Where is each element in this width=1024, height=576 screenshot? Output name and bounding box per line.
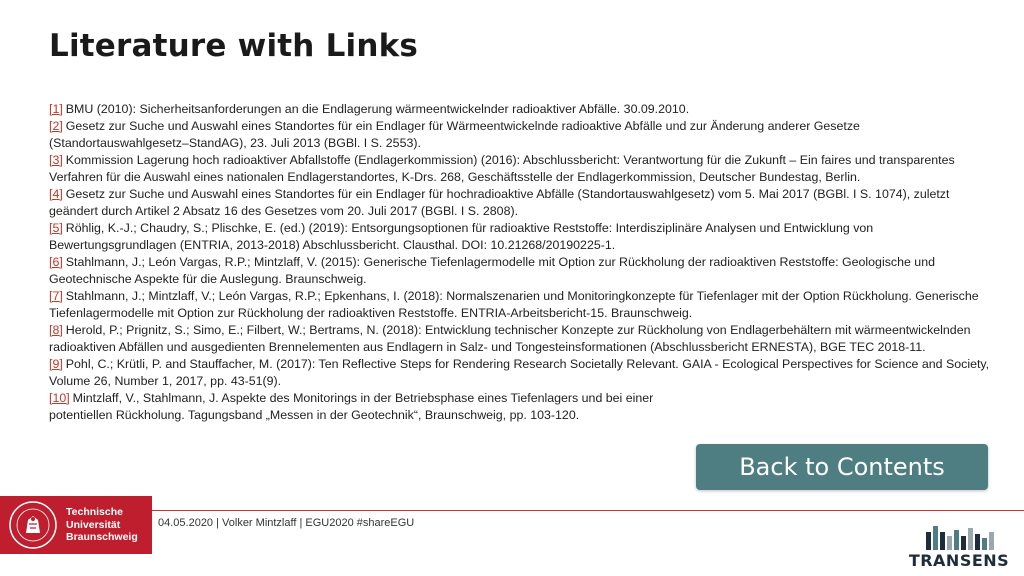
tu-logo-line-1: Technische (66, 506, 123, 519)
reference-item-10 (49, 390, 689, 424)
reference-link-5[interactable]: [5] (49, 221, 63, 235)
reference-link-10[interactable]: [10] (49, 391, 70, 405)
reference-text-7: Stahlmann, J.; Mintzlaff, V.; León Vargas, R.P.; Epkenhans, I. (2018): Normalszenarien und Monitoringkonzepte für Tiefenlager mit der Option Rückholung. Generische Tiefenlagermodelle mit Option zur Rückholung der radioaktiven Reststoffe. ENTRIA-Arbeitsbericht-15. Braunschweig. (49, 289, 979, 320)
reference-item-4 (49, 186, 999, 220)
reference-item-6 (49, 254, 999, 288)
page-title: Literature with Links (49, 28, 419, 64)
tu-logo-text (66, 506, 138, 544)
footer-divider (152, 510, 1024, 511)
reference-link-4[interactable]: [4] (49, 187, 63, 201)
reference-item-1 (49, 101, 999, 118)
tu-braunschweig-logo (0, 496, 152, 554)
reference-link-8[interactable]: [8] (49, 323, 63, 337)
reference-link-3[interactable]: [3] (49, 153, 63, 167)
reference-link-1[interactable]: [1] (49, 102, 63, 116)
reference-list (49, 101, 999, 424)
reference-text-8: Herold, P.; Prignitz, S.; Simo, E.; Filbert, W.; Bertrams, N. (2018): Entwicklung technischer Konzepte zur Rückholung von Endlagerbehältern mit wärmeentwickelnden radioaktiven Abfällen und ausgedienten Brennelementen aus Endlagern in Salz- und Tongesteinsformationen (Abschlussbericht ERNESTA), BGE TEC 2018-11. (49, 323, 971, 354)
reference-item-9 (49, 356, 999, 390)
reference-item-3 (49, 152, 999, 186)
reference-text-10: Mintzlaff, V., Stahlmann, J. Aspekte des Monitorings in der Betriebsphase eines Tiefenlagers und bei einer potentiellen Rückholung. Tagungsband „Messen in der Geotechnik“, Braunschweig, pp. 103-120. (49, 391, 654, 422)
transens-wordmark: TRANSENS (908, 551, 1010, 570)
reference-item-7 (49, 288, 999, 322)
reference-text-3: Kommission Lagerung hoch radioaktiver Abfallstoffe (Endlagerkommission) (2016): Abschlussbericht: Verantwortung für die Zukunft – Ein faires und transparentes Verfahren für die Auswahl eines nationalen Endlagerstandortes, K-Drs. 268, Geschäftsstelle der Endlagerkommission, Deutscher Bundestag, Berlin. (49, 153, 955, 184)
tu-logo-line-3: Braunschweig (66, 531, 138, 544)
tu-logo-line-2: Universität (66, 518, 121, 531)
reference-item-2 (49, 118, 999, 152)
reference-item-5 (49, 220, 999, 254)
footer-info: 04.05.2020 | Volker Mintzlaff | EGU2020 #shareEGU (158, 517, 415, 529)
transens-logo (906, 518, 1012, 572)
reference-text-1: BMU (2010): Sicherheitsanforderungen an die Endlagerung wärmeentwickelnder radioaktiver Abfälle. 30.09.2010. (65, 102, 690, 116)
transens-bars-icon (906, 518, 1012, 552)
reference-text-4: Gesetz zur Suche und Auswahl eines Standortes für ein Endlager für hochradioaktive Abfälle (Standortauswahlgesetz) vom 5. Mai 2017 (BGBl. I S. 1074), zuletzt geändert durch Artikel 2 Absatz 16 des Gesetzes vom 20. Juli 2017 (BGBl. I S. 2808). (49, 187, 950, 218)
reference-text-2: Gesetz zur Suche und Auswahl eines Standortes für ein Endlager für Wärmeentwickelnde radioaktive Abfälle und zur Änderung anderer Gesetze (Standortauswahlgesetz–StandAG), 23. Juli 2013 (BGBl. I S. 2553). (49, 119, 860, 150)
reference-link-9[interactable]: [9] (49, 357, 63, 371)
reference-link-6[interactable]: [6] (49, 255, 63, 269)
reference-text-5: Röhlig, K.-J.; Chaudry, S.; Plischke, E. (ed.) (2019): Entsorgungsoptionen für radioaktive Reststoffe: Interdisziplinäre Analysen und Entwicklung von Bewertungsgrundlagen (ENTRIA, 2013-2018) Abschlussbericht. Clausthal. DOI: 10.21268/20190225-1. (49, 221, 874, 252)
back-to-contents-button[interactable]: Back to Contents (696, 444, 988, 490)
reference-text-9: Pohl, C.; Krütli, P. and Stauffacher, M. (2017): Ten Reflective Steps for Rendering Research Societally Relevant. GAIA - Ecological Perspectives for Science and Society, Volume 26, Number 1, 2017, pp. 43-51(9). (49, 357, 990, 388)
reference-link-7[interactable]: [7] (49, 289, 63, 303)
reference-item-8 (49, 322, 999, 356)
tu-seal-icon (8, 500, 58, 550)
reference-link-2[interactable]: [2] (49, 119, 63, 133)
reference-text-6: Stahlmann, J.; León Vargas, R.P.; Mintzlaff, V. (2015): Generische Tiefenlagermodelle mit Option zur Rückholung der radioaktiven Reststoffe: Geologische und Geotechnische Aspekte für die Auslegung. Braunschweig. (49, 255, 935, 286)
